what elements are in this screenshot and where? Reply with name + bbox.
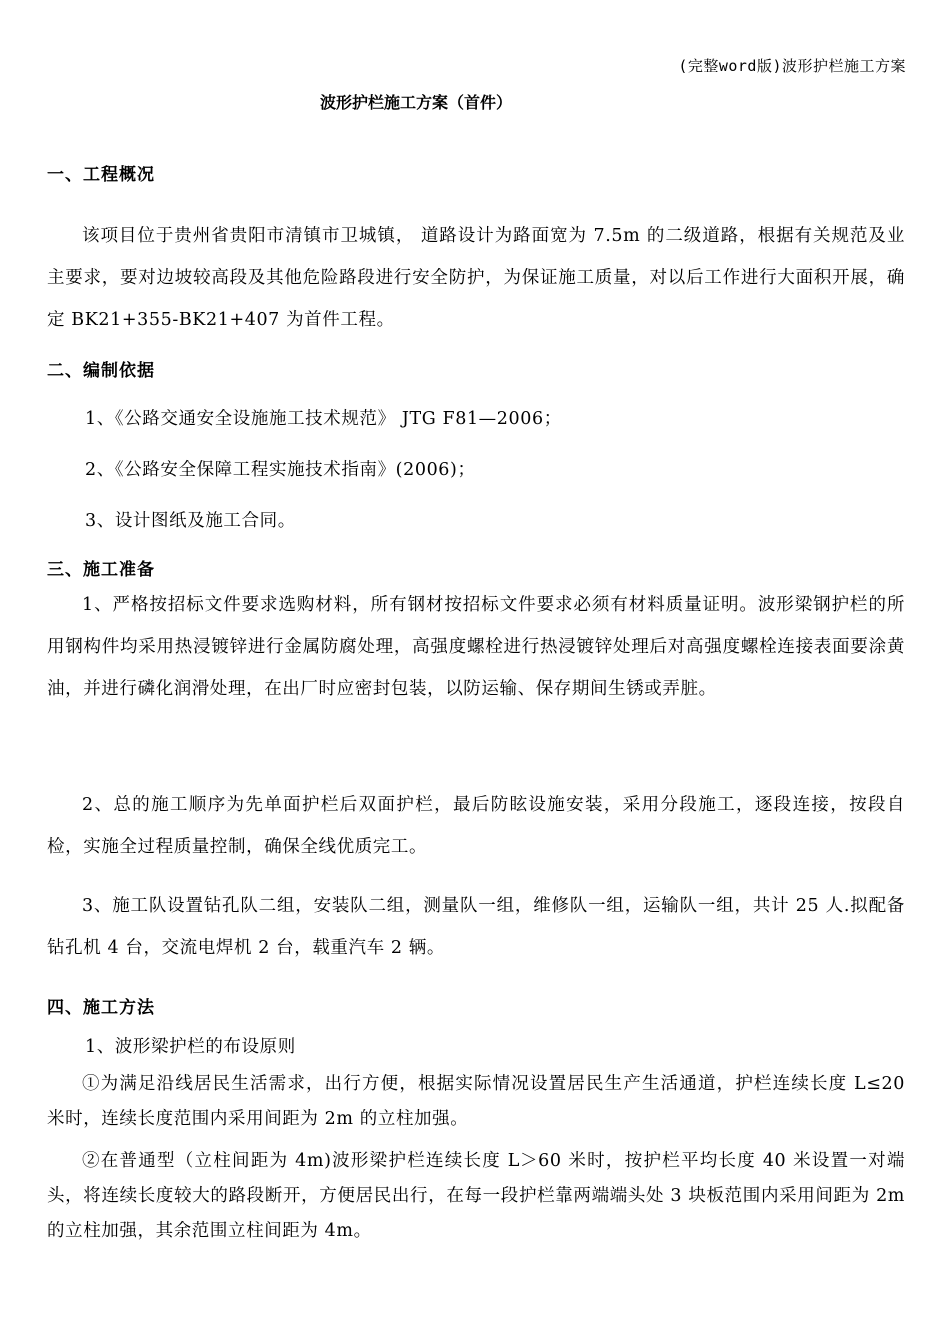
section-heading-overview: 一、工程概况 [47, 165, 155, 185]
section-heading-method: 四、施工方法 [47, 998, 155, 1018]
basis-item-3: 3、设计图纸及施工合同。 [85, 511, 296, 531]
document-title: 波形护栏施工方案（首件） [320, 93, 513, 112]
basis-item-2: 2、《公路安全保障工程实施技术指南》(2006)； [85, 460, 476, 480]
section-heading-basis: 二、编制依据 [47, 361, 155, 381]
preparation-paragraph-2: 2、总的施工顺序为先单面护栏后双面护栏，最后防眩设施安装，采用分段施工，逐段连接，按段自检，实施全过程质量控制，确保全线优质完工。 [47, 795, 905, 857]
method-item-1: 1、波形梁护栏的布设原则 [85, 1037, 296, 1057]
method-paragraph-2: ②在普通型（立柱间距为 4m)波形梁护栏连续长度 L＞60 米时，按护栏平均长度 40 米设置一对端头，将连续长度较大的路段断开，方便居民出行，在每一段护栏靠两端端头处 3 块板范围内采用间距为 2m 的立柱加强，其余范围立柱间距为 4m。 [47, 1151, 905, 1241]
preparation-paragraph-1: 1、严格按招标文件要求选购材料，所有钢材按招标文件要求必须有材料质量证明。波形梁钢护栏的所用钢构件均采用热浸镀锌进行金属防腐处理，高强度螺栓进行热浸镀锌处理后对高强度螺栓连接表面要涂黄油，并进行磷化润滑处理，在出厂时应密封包装，以防运输、保存期间生锈或弄脏。 [47, 595, 905, 699]
method-paragraph-1: ①为满足沿线居民生活需求，出行方便，根据实际情况设置居民生产生活通道，护栏连续长度 L≤20 米时，连续长度范围内采用间距为 2m 的立柱加强。 [47, 1074, 905, 1129]
basis-item-1: 1、《公路交通安全设施施工技术规范》 JTG F81—2006； [85, 409, 562, 429]
overview-paragraph: 该项目位于贵州省贵阳市清镇市卫城镇， 道路设计为路面宽为 7.5m 的二级道路，根据有关规范及业主要求，要对边坡较高段及其他危险路段进行安全防护，为保证施工质量，对以后工作进行大面积开展，确定 BK21+355-BK21+407 为首件工程。 [47, 226, 905, 330]
section-heading-preparation: 三、施工准备 [47, 560, 155, 580]
running-header: (完整word版)波形护栏施工方案 [678, 57, 906, 75]
preparation-paragraph-3: 3、施工队设置钻孔队二组，安装队二组，测量队一组，维修队一组，运输队一组，共计 25 人.拟配备钻孔机 4 台，交流电焊机 2 台，载重汽车 2 辆。 [47, 896, 905, 958]
